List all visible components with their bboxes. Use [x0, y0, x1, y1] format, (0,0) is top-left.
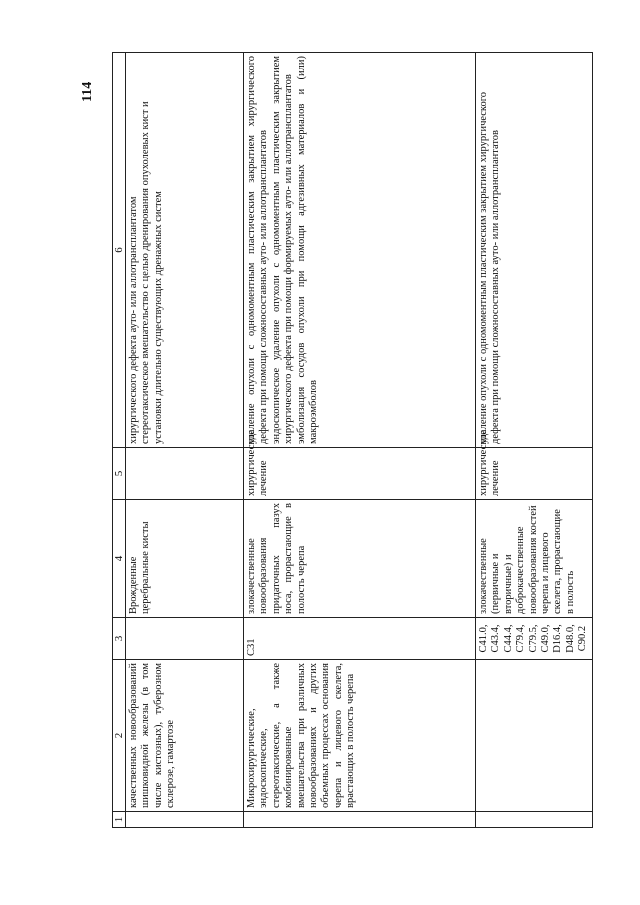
row3-col1 [476, 812, 593, 828]
row2-condition: Микрохирургические, эндоскопические, стереотаксические, а также комбинированные вмешательства при различных новообразованиях и других объемных процессах основания черепа и лицевого скелета, врастающих в полость черепа [244, 660, 476, 812]
row1-methods [126, 53, 244, 448]
row1-diagnosis: Врожденные церебральные кисты [126, 500, 244, 618]
page-number-text: 114 [80, 81, 95, 102]
row2-diagnosis: злокачественные новообразования придаточных пазух носа, прорастающие в полость черепа [244, 500, 476, 618]
row1-method-1: хирургического дефекта ауто- или аллотрансплантатом [128, 196, 139, 444]
row2-method-3: эмболизация сосудов опухоли при помощи адгезивных материалов и (или) макроэмболов [295, 56, 320, 444]
row1-condition: качественных новообразований шишковидной железы (в том числе кистозных), туберозном склерозе, гамартозе [126, 660, 244, 812]
table-row [126, 53, 244, 828]
row3-treatment: хирургическое лечение [476, 448, 593, 500]
row1-col1 [126, 812, 244, 828]
row2-methods [244, 53, 476, 448]
row1-treatment [126, 448, 244, 500]
row1-method-2: стереотаксическое вмешательство с целью дренирования опухолевых кист и установки длительно существующих дренажных систем [140, 101, 164, 444]
row3-condition [476, 660, 593, 812]
header-col-4: 4 [113, 500, 126, 618]
row2-method-1: удаление опухоли с одномоментным пластическим закрытием хирургического дефекта при помощи сложносоставных ауто- или аллотрансплантатов [246, 56, 270, 444]
table-row [244, 53, 476, 828]
row2-treatment: хирургическое лечение [244, 448, 476, 500]
header-col-6: 6 [113, 53, 126, 448]
rotated-table-container [112, 53, 589, 828]
row2-method-2: эндоскопическое удаление опухоли с одномоментным пластическим закрытием хирургического дефекта при помощи формируемых ауто- или аллотрансплантатов [270, 56, 295, 444]
row3-diagnosis: злокачественные (первичные и вторичные) и доброкачественные новообразования костей черепа и лицевого скелета, прорастающие в полость [476, 500, 593, 618]
row3-methods [476, 53, 593, 448]
table-row [476, 53, 593, 828]
row2-col1 [244, 812, 476, 828]
table-header-row [113, 53, 126, 828]
header-col-2: 2 [113, 660, 126, 812]
header-col-1: 1 [113, 812, 126, 828]
row1-codes [126, 618, 244, 660]
header-col-5: 5 [113, 448, 126, 500]
row3-method-1: удаление опухоли с одномоментным пластическим закрытием хирургического дефекта при помощи сложносоставных ауто- или аллотрансплантатов [478, 91, 502, 444]
page-number [80, 62, 110, 102]
header-col-3: 3 [113, 618, 126, 660]
row3-codes: C41.0, C43.4, C44.4, C79.4, C79.5, C49.0, D16.4, D48.0, C90.2 [476, 618, 593, 660]
procedures-table [112, 52, 593, 828]
row2-codes: C31 [244, 618, 476, 660]
